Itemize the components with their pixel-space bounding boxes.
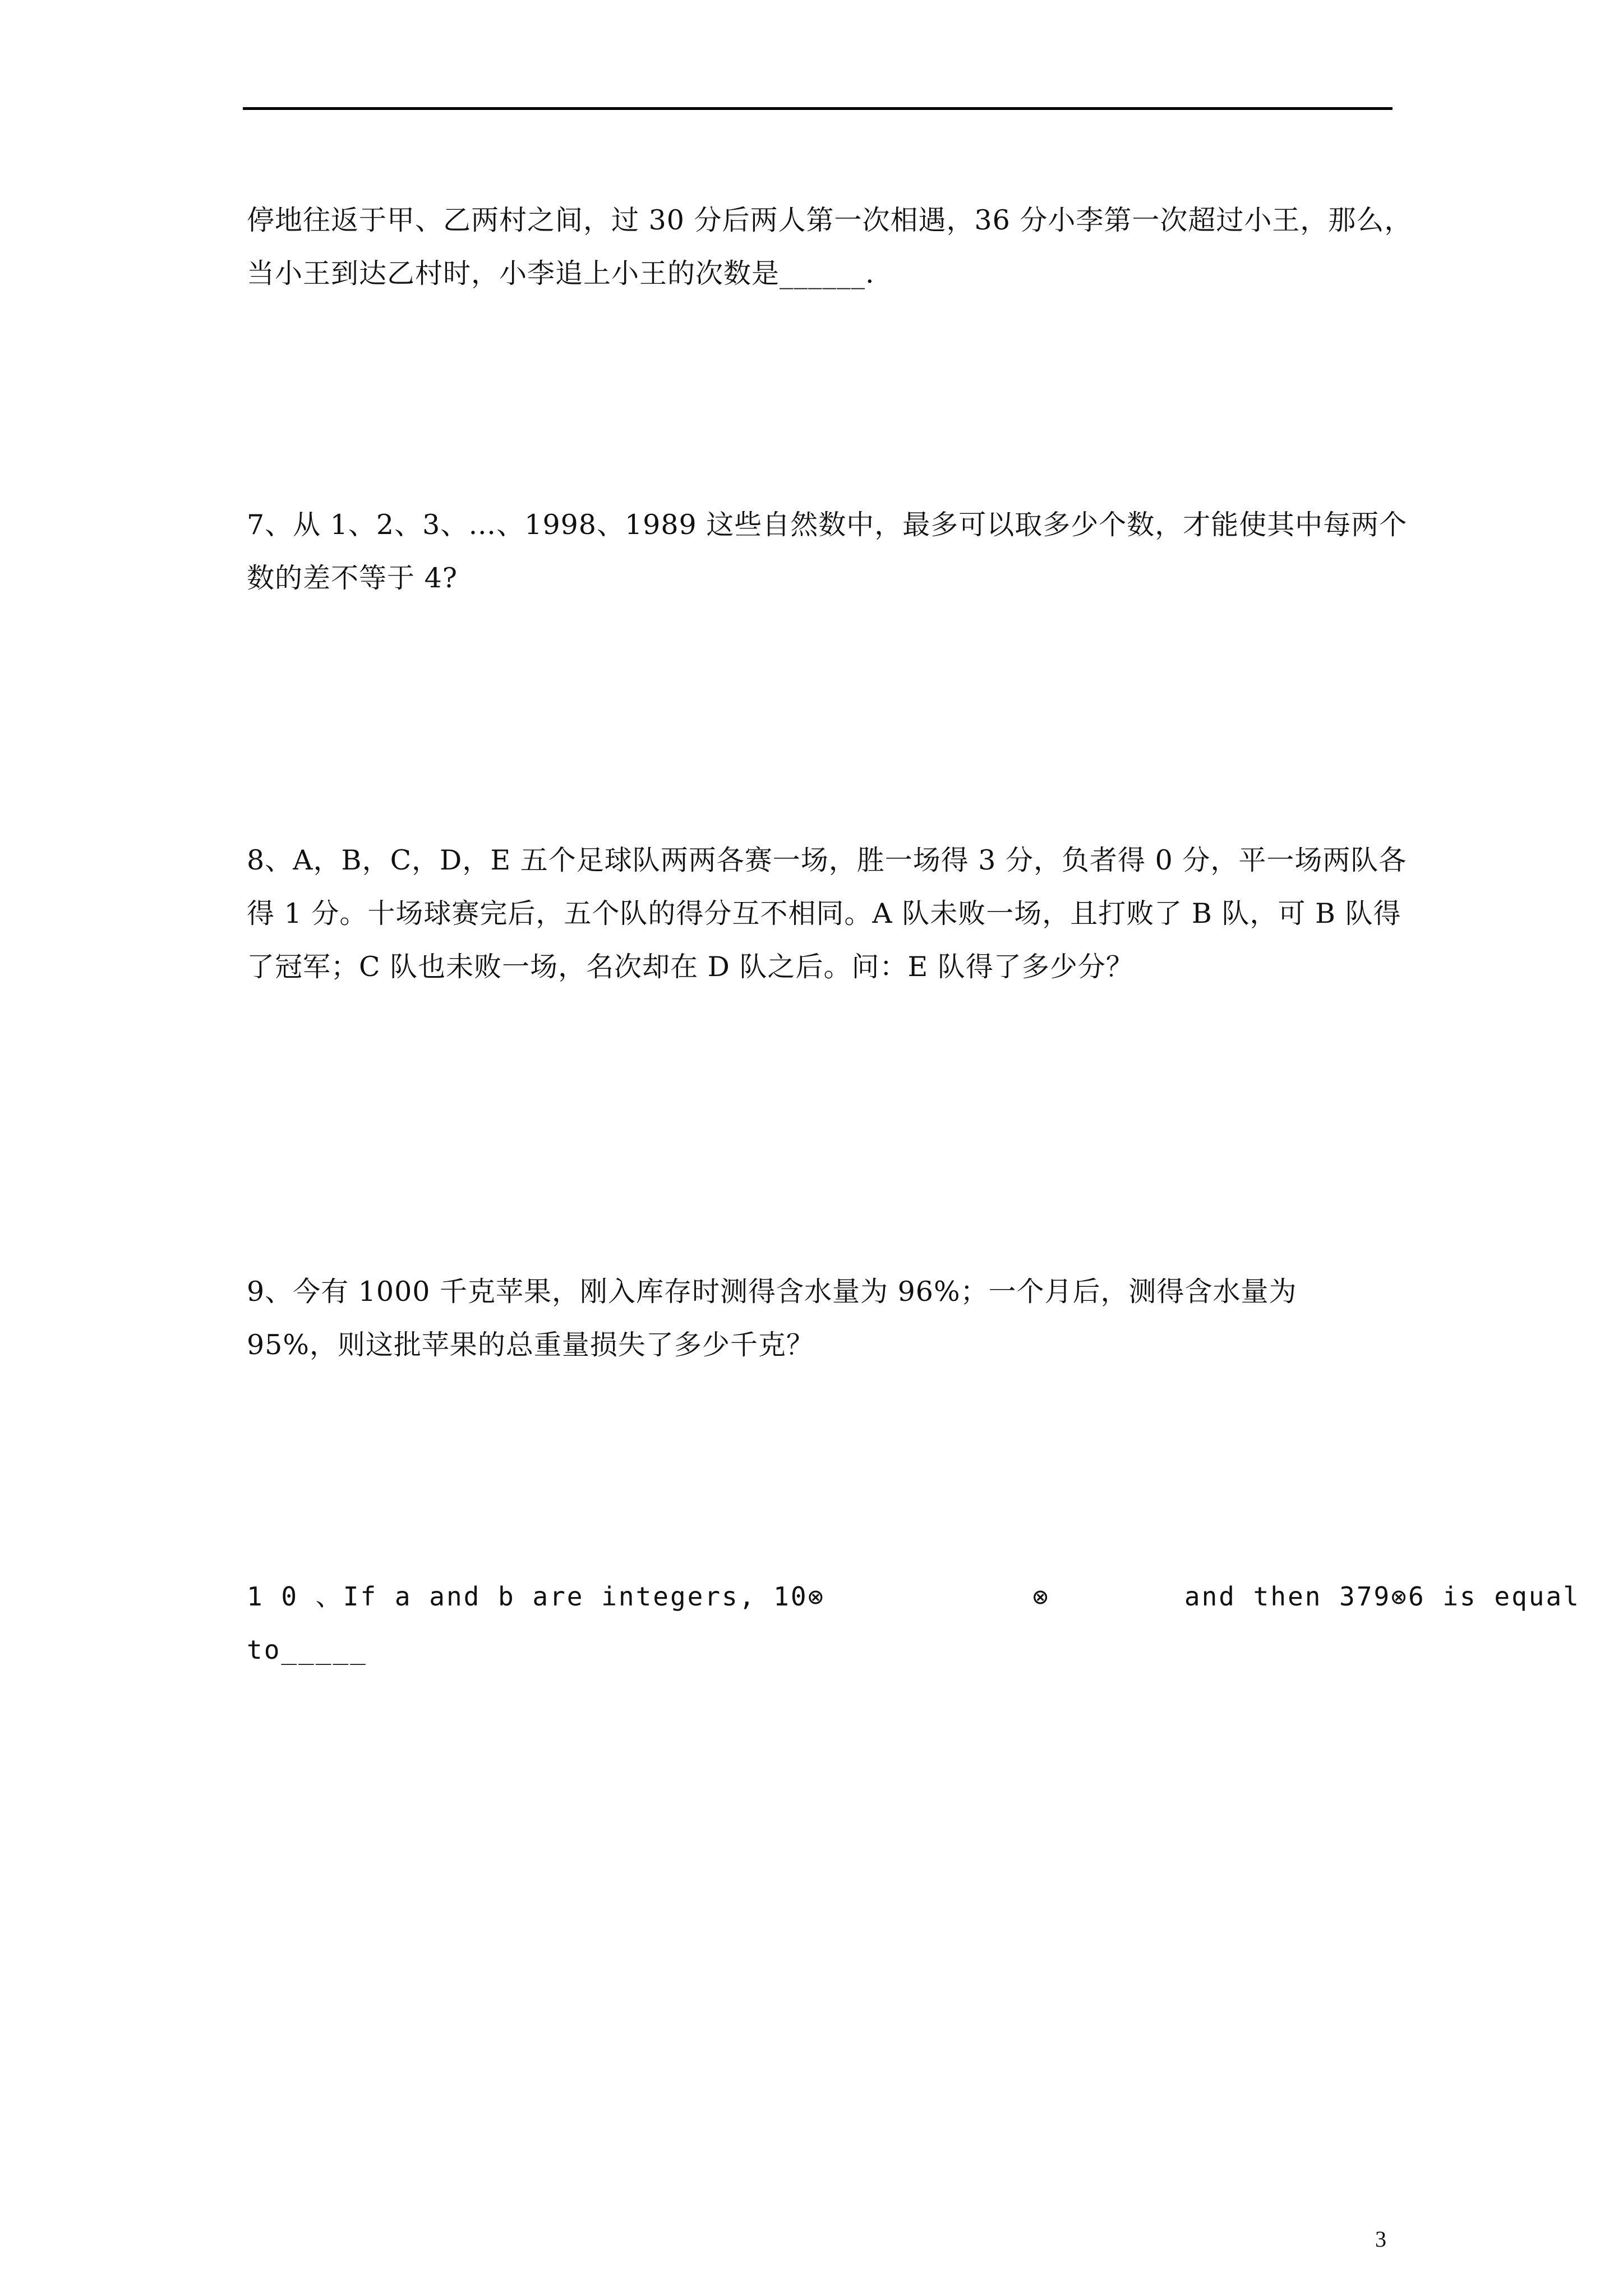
question-line: 95%，则这批苹果的总重量损失了多少千克？ — [247, 1329, 814, 1361]
question-6-continued — [247, 194, 1413, 300]
question-line: 当小王到达乙村时，小李追上小王的次数是______. — [247, 257, 875, 289]
question-10 — [247, 1570, 1580, 1677]
question-line: 7、从 1、2、3、…、1998、1989 这些自然数中，最多可以取多少个数，才能使其中每两个 — [247, 509, 1408, 541]
question-9 — [247, 1265, 1394, 1372]
question-line: 8、A，B，C，D，E 五个足球队两两各赛一场，胜一场得 3 分，负者得 0 分，平一场两队各 — [247, 844, 1407, 876]
question-line: 了冠军；C 队也未败一场，名次却在 D 队之后。问：E 队得了多少分？ — [247, 951, 1134, 983]
question-8 — [247, 834, 1407, 993]
question-7 — [247, 498, 1408, 605]
question-10-part-1: 1 0 、If a and b are integers, 10⊗ — [247, 1581, 826, 1612]
question-10-part-3: and then 379⊗6 is equal — [1184, 1581, 1580, 1612]
question-line: 停地往返于甲、乙两村之间，过 30 分后两人第一次相遇，36 分小李第一次超过小王，那么， — [247, 204, 1413, 236]
question-line: 数的差不等于 4? — [247, 562, 458, 594]
question-line — [247, 1570, 1580, 1623]
question-line: 得 1 分。十场球赛完后，五个队的得分互不相同。A 队未败一场，且打败了 B 队，可 B 队得 — [247, 898, 1401, 930]
header-rule — [243, 107, 1393, 110]
page-number: 3 — [1375, 2226, 1386, 2252]
question-10-operator: ⊗ — [1032, 1581, 1050, 1612]
question-line: to_____ — [247, 1635, 367, 1665]
question-line: 9、今有 1000 千克苹果，刚入库存时测得含水量为 96%；一个月后，测得含水量为 — [247, 1276, 1297, 1308]
